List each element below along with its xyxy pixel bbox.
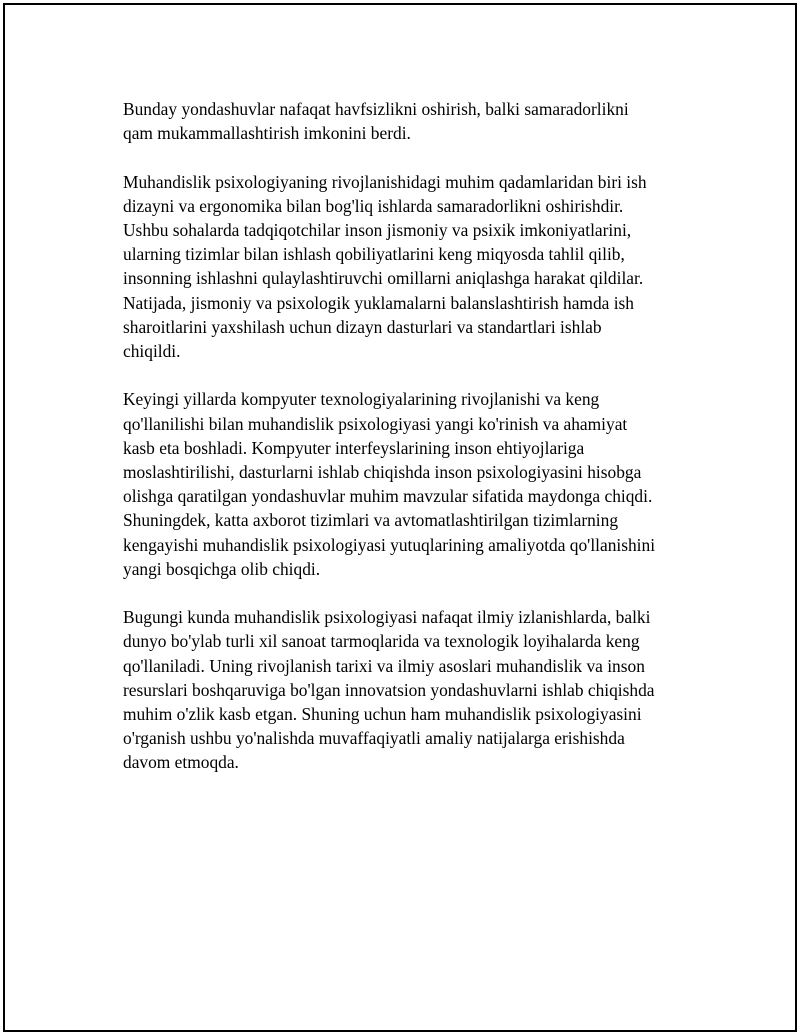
text-line: Bugungi kunda muhandislik psixologiyasi nafaqat ilmiy izlanishlarda, balki <box>123 607 651 628</box>
page-frame <box>3 3 797 1032</box>
text-line: Muhandislik psixologiyaning rivojlanishidagi muhim qadamlaridan biri ish <box>123 171 647 192</box>
text-line: davom etmoqda. <box>123 752 239 773</box>
text-line: resurslari boshqaruviga bo'lgan innovatsion yondashuvlarni ishlab chiqishda <box>123 679 655 700</box>
text-line: dizayni va ergonomika bilan bog'liq ishlarda samaradorlikni oshirishdir. <box>123 195 624 216</box>
text-line: kasb eta boshladi. Kompyuter interfeyslarining inson ehtiyojlariga <box>123 437 585 458</box>
text-line: qo'llanilishi bilan muhandislik psixologiyasi yangi ko'rinish va ahamiyat <box>123 413 628 434</box>
text-line: sharoitlarini yaxshilash uchun dizayn dasturlari va standartlari ishlab <box>123 316 602 337</box>
text-line: Shuningdek, katta axborot tizimlari va avtomatlashtirilgan tizimlarning <box>123 510 619 531</box>
text-line: kengayishi muhandislik psixologiyasi yutuqlarining amaliyotda qo'llanishini <box>123 534 656 555</box>
text-line: o'rganish ushbu yo'nalishda muvaffaqiyatli amaliy natijalarga erishishda <box>123 728 625 749</box>
text-line: dunyo bo'ylab turli xil sanoat tarmoqlarida va texnologik loyihalarda keng <box>123 631 640 652</box>
text-line: Natijada, jismoniy va psixologik yuklamalarni balanslashtirish hamda ish <box>123 292 635 313</box>
text-line: Keyingi yillarda kompyuter texnologiyalarining rivojlanishi va keng <box>123 389 600 410</box>
text-line: moslashtirilishi, dasturlarni ishlab chiqishda inson psixologiyasini hisobga <box>123 462 642 483</box>
text-line: yangi bosqichga olib chiqdi. <box>123 558 321 579</box>
text-line: ularning tizimlar bilan ishlash qobiliyatlarini keng miqyosda tahlil qilib, <box>123 244 625 265</box>
text-line: olishga qaratilgan yondashuvlar muhim mavzular sifatida maydonga chiqdi. <box>123 486 653 507</box>
document-body <box>123 97 691 799</box>
text-line: muhim o'zlik kasb etgan. Shuning uchun ham muhandislik psixologiyasini <box>123 704 642 725</box>
paragraph-1 <box>123 97 691 145</box>
paragraph-3 <box>123 387 691 581</box>
text-line: chiqildi. <box>123 341 181 362</box>
text-line: Bunday yondashuvlar nafaqat havfsizlikni oshirish, balki samaradorlikni <box>123 99 629 119</box>
text-line: insonning ishlashni qulaylashtiruvchi omillarni aniqlashga harakat qildilar. <box>123 268 644 289</box>
text-line: qo'llaniladi. Uning rivojlanish tarixi va ilmiy asoslari muhandislik va inson <box>123 655 645 676</box>
text-line: Ushbu sohalarda tadqiqotchilar inson jismoniy va psixik imkoniyatlarini, <box>123 220 632 240</box>
paragraph-2 <box>123 170 691 364</box>
text-line: qam mukammallashtirish imkonini berdi. <box>123 123 411 144</box>
paragraph-4 <box>123 605 691 774</box>
